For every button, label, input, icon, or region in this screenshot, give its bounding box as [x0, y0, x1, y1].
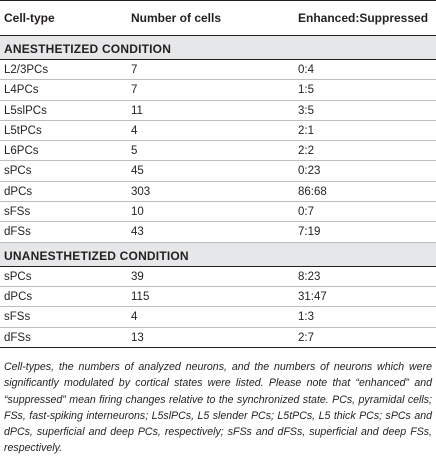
- cell-ratio: 8:23: [298, 270, 321, 283]
- section-anesthetized: [0, 36, 436, 60]
- cell-count: 4: [131, 311, 138, 324]
- table-row: [0, 121, 436, 141]
- cell-type: dFSs: [4, 331, 31, 344]
- cell-count: 13: [131, 331, 144, 344]
- cell-ratio: 0:4: [298, 64, 314, 76]
- cell-type: L2/3PCs: [4, 64, 49, 76]
- cell-type: dPCs: [4, 290, 33, 303]
- table-row: [0, 267, 436, 287]
- table-row: [0, 80, 436, 100]
- section-unanesthetized: [0, 243, 436, 267]
- cell-count: 43: [131, 226, 144, 239]
- cell-ratio: 7:19: [298, 226, 321, 239]
- table-header: [0, 0, 436, 36]
- cell-ratio: 1:3: [298, 311, 314, 324]
- section-title: ANESTHETIZED CONDITION: [4, 42, 172, 56]
- cell-ratio: 86:68: [298, 185, 327, 198]
- table-row: [0, 101, 436, 121]
- cell-type: L5tPCs: [4, 124, 42, 137]
- cell-type: sPCs: [4, 165, 32, 178]
- cell-ratio: 0:23: [298, 165, 321, 178]
- table-row: [0, 222, 436, 242]
- header-enhanced-suppressed: Enhanced:Suppressed: [298, 11, 429, 25]
- table-row: [0, 287, 436, 307]
- cell-count: 303: [131, 185, 151, 198]
- header-number-of-cells: Number of cells: [131, 11, 222, 25]
- table-row: [0, 202, 436, 222]
- cell-count: 11: [131, 104, 143, 117]
- cell-count: 10: [131, 206, 144, 219]
- cell-ratio: 1:5: [298, 84, 314, 97]
- cell-count: 45: [131, 165, 144, 178]
- cell-type: dPCs: [4, 185, 33, 198]
- cell-count: 39: [131, 270, 144, 283]
- cell-count: 115: [131, 290, 150, 303]
- cell-type: L6PCs: [4, 145, 39, 158]
- cell-ratio: 2:1: [298, 124, 314, 137]
- table-row: [0, 328, 436, 348]
- cell-ratio: 3:5: [298, 104, 314, 117]
- table-row: [0, 161, 436, 181]
- header-cell-type: Cell-type: [4, 11, 55, 25]
- cell-type: sFSs: [4, 311, 31, 324]
- cell-count: 7: [131, 64, 138, 76]
- cell-count: 5: [131, 145, 138, 158]
- cell-ratio: 0:7: [298, 206, 314, 219]
- cell-type: L5slPCs: [4, 104, 47, 117]
- cell-count: 4: [131, 124, 138, 137]
- table-row: [0, 60, 436, 80]
- cell-ratio: 2:2: [298, 145, 314, 158]
- table-row: [0, 307, 436, 327]
- table-row: [0, 141, 436, 161]
- table-row: [0, 182, 436, 202]
- section-title: UNANESTHETIZED CONDITION: [4, 248, 189, 263]
- cell-count: 7: [131, 84, 138, 97]
- cell-type: dFSs: [4, 226, 31, 239]
- cell-ratio: 31:47: [298, 290, 327, 303]
- cell-type: L4PCs: [4, 84, 39, 97]
- table-caption: Cell-types, the numbers of analyzed neurons, and the numbers of neurons which were significantly modulated by cortical states were listed. Please note that “enhanced” and “suppressed” mean firing changes relative to the synchronized state. PCs, pyramidal cells; FSs, fast-spiking interneurons; L5slPCs, L5 slender PCs; L5tPCs, L5 thick PCs; sPCs and dPCs, superficial and deep PCs, respectively; sFSs and dFSs, superficial and deep FSs, respectively.: [4, 361, 432, 455]
- cell-ratio: 2:7: [298, 331, 314, 344]
- cell-type: sFSs: [4, 206, 31, 219]
- cell-type: sPCs: [4, 270, 32, 283]
